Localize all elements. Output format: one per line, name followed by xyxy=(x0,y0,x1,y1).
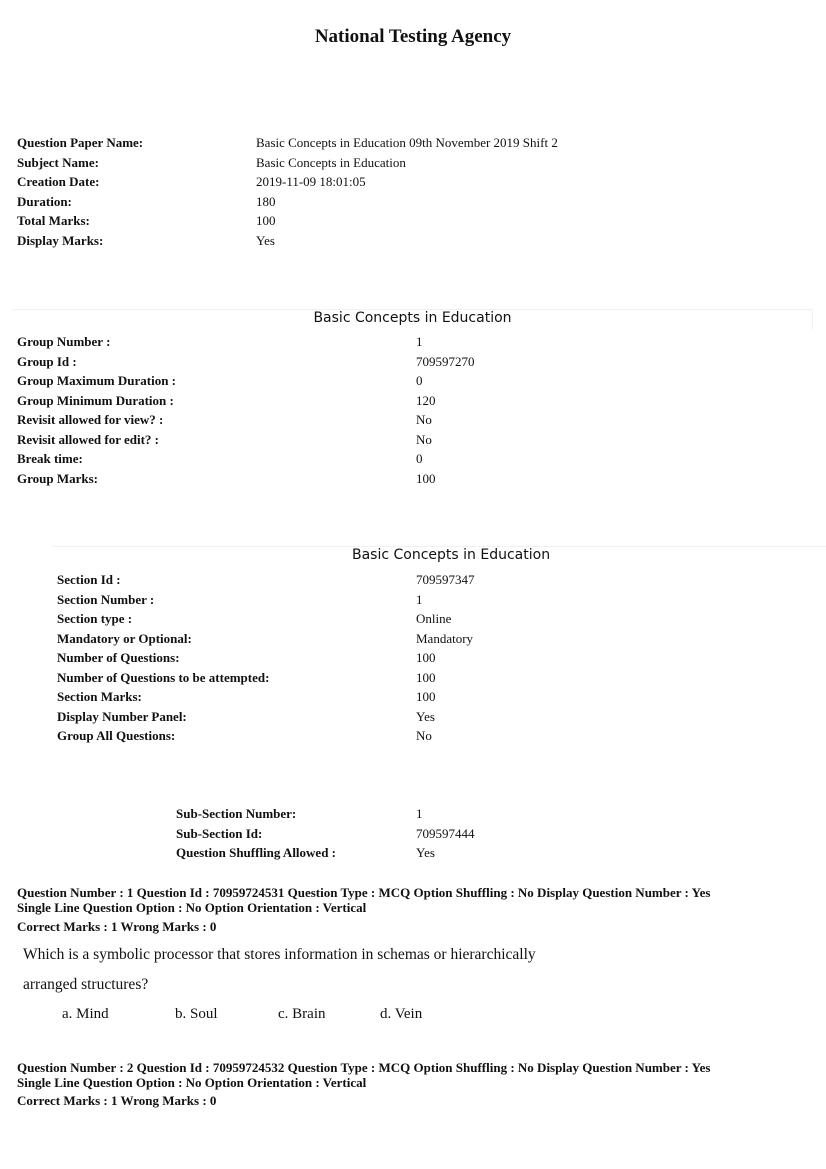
group-info-row xyxy=(17,332,797,352)
paper-info-row xyxy=(17,231,797,251)
field-value: Yes xyxy=(416,708,435,724)
question-1-meta xyxy=(17,886,710,915)
field-label: Mandatory or Optional: xyxy=(57,630,192,646)
field-value: Online xyxy=(416,611,452,626)
field-value: 100 xyxy=(416,689,436,704)
field-label: Subject Name: xyxy=(17,154,99,170)
question-1-option-b: b. Soul xyxy=(175,1006,218,1022)
field-label: Group Marks: xyxy=(17,470,99,486)
paper-info-table xyxy=(17,133,797,250)
subsection-info-row xyxy=(176,804,776,824)
question-1-option-a: a. Mind xyxy=(62,1006,109,1022)
field-value: 0 xyxy=(416,451,423,466)
field-label: Number of Questions: xyxy=(57,650,180,665)
subsection-info-row xyxy=(176,843,776,863)
question-1-text-line: arranged structures? xyxy=(23,976,149,993)
question-meta-line: Question Number : 1 Question Id : 70959724531 Question Type : MCQ Option Shuffling : No Display Question Number : Yes xyxy=(17,885,711,900)
question-2-meta xyxy=(17,1061,710,1090)
field-value: Basic Concepts in Education xyxy=(256,154,406,170)
field-value: 100 xyxy=(256,213,276,228)
field-label: Group Minimum Duration : xyxy=(17,392,174,408)
section-info-row xyxy=(57,570,797,590)
field-label: Number of Questions to be attempted: xyxy=(57,669,270,685)
paper-info-row xyxy=(17,172,797,192)
field-label: Section Id : xyxy=(57,572,121,587)
paper-info-row xyxy=(17,211,797,231)
field-value: 1 xyxy=(416,591,423,607)
field-value: No xyxy=(416,728,432,743)
group-info-row xyxy=(17,352,797,372)
group-info-row xyxy=(17,469,797,489)
field-label: Display Number Panel: xyxy=(57,708,187,724)
question-1-option-d: d. Vein xyxy=(380,1006,423,1022)
section-info-row xyxy=(57,726,797,746)
field-value: 100 xyxy=(416,650,436,665)
group-info-row xyxy=(17,410,797,430)
field-value: 709597347 xyxy=(416,572,475,587)
field-value: 120 xyxy=(416,392,436,408)
paper-info-row xyxy=(17,192,797,212)
question-meta-line: Single Line Question Option : No Option Orientation : Vertical xyxy=(17,899,367,915)
field-label: Group Id : xyxy=(17,353,77,369)
field-label: Revisit allowed for view? : xyxy=(17,412,164,427)
field-value: 709597444 xyxy=(416,825,475,841)
section-info-row xyxy=(57,609,797,629)
section-info-row xyxy=(57,687,797,707)
field-label: Question Shuffling Allowed : xyxy=(176,845,337,860)
question-1-text-line: Which is a symbolic processor that stores information in schemas or hierarchically xyxy=(23,946,536,963)
subsection-info-row xyxy=(176,824,776,844)
section-info-row xyxy=(57,648,797,668)
section-info-row xyxy=(57,668,797,688)
field-value: 709597270 xyxy=(416,353,475,369)
page-title: National Testing Agency xyxy=(314,26,512,47)
question-meta-line: Question Number : 2 Question Id : 70959724532 Question Type : MCQ Option Shuffling : No Display Question Number : Yes xyxy=(17,1060,711,1075)
field-label: Section Marks: xyxy=(57,689,142,704)
section-info-row xyxy=(57,707,797,727)
question-1-marks: Correct Marks : 1 Wrong Marks : 0 xyxy=(17,919,217,934)
question-meta-line: Single Line Question Option : No Option Orientation : Vertical xyxy=(17,1074,367,1090)
section-info-row xyxy=(57,629,797,649)
field-label: Group Number : xyxy=(17,334,111,349)
field-label: Break time: xyxy=(17,451,83,466)
group-info-row xyxy=(17,449,797,469)
section-info-row xyxy=(57,590,797,610)
field-value: Mandatory xyxy=(416,630,474,646)
field-value: 100 xyxy=(416,669,436,685)
group-info-table xyxy=(17,332,797,488)
field-value: 180 xyxy=(256,193,276,209)
field-value: Basic Concepts in Education 09th November 2019 Shift 2 xyxy=(256,135,558,150)
field-value: 1 xyxy=(416,334,423,349)
field-value: No xyxy=(416,431,432,447)
field-value: Yes xyxy=(256,232,275,248)
group-info-row xyxy=(17,430,797,450)
field-label: Creation Date: xyxy=(17,174,100,189)
field-label: Duration: xyxy=(17,193,72,209)
question-2-marks: Correct Marks : 1 Wrong Marks : 0 xyxy=(17,1093,217,1108)
section-info-table xyxy=(57,570,797,746)
field-label: Group All Questions: xyxy=(57,728,176,743)
field-label: Sub-Section Number: xyxy=(176,806,297,821)
field-value: 2019-11-09 18:01:05 xyxy=(256,174,366,189)
field-label: Question Paper Name: xyxy=(17,135,144,150)
field-label: Display Marks: xyxy=(17,232,104,248)
question-1-option-c: c. Brain xyxy=(278,1006,326,1022)
field-label: Section Number : xyxy=(57,591,155,607)
field-label: Total Marks: xyxy=(17,213,90,228)
group-banner: Basic Concepts in Education xyxy=(13,309,813,330)
field-label: Sub-Section Id: xyxy=(176,825,263,841)
field-value: No xyxy=(416,412,432,427)
field-value: 0 xyxy=(416,373,423,388)
subsection-info-table xyxy=(176,804,776,863)
field-value: 100 xyxy=(416,470,436,486)
section-banner: Basic Concepts in Education xyxy=(53,546,826,567)
field-label: Group Maximum Duration : xyxy=(17,373,177,388)
field-value: Yes xyxy=(416,845,435,860)
group-info-row xyxy=(17,371,797,391)
field-value: 1 xyxy=(416,806,423,821)
field-label: Section type : xyxy=(57,611,133,626)
field-label: Revisit allowed for edit? : xyxy=(17,431,160,447)
group-info-row xyxy=(17,391,797,411)
paper-info-row xyxy=(17,153,797,173)
paper-info-row xyxy=(17,133,797,153)
